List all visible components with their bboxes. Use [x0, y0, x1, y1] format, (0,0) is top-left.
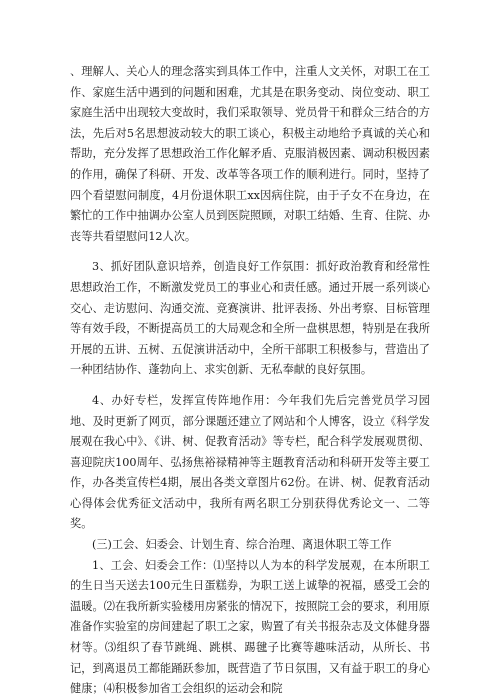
paragraph-care-work: 、理解人、关心人的理念落实到具体工作中，注重人文关怀，对职工在工作、家庭生活中遇到的问题和困难，尤其是在职务变动、岗位变动、职工家庭生活中出现较大变故时，我们采取领导、党员骨干和群众三结合的方法，先后对5名思想波动较大的职工谈心，积极主动地给予真诚的关心和帮助，充分发挥了思想政治工作化解矛盾、克服消极因素、调动积极因素的作用，确保了科研、开发、改革等各项工作的顺利进行。同时，坚持了四个看望慰问制度，4月份退休职工xx因病住院，由于子女不在身边，在繁忙的工作中抽调办公室人员到医院照顾，对职工结婚、生育、住院、办丧等共看望慰问12人次。 — [70, 65, 430, 243]
paragraph-gap — [70, 381, 430, 391]
document-page — [70, 62, 430, 700]
paragraph-column-work: 4、办好专栏，发挥宣传阵地作用：今年我们先后完善党员学习园地、及时更新了网页，部分课题还建立了网站和个人博客，设立《科学发展观在我心中》、《讲、树、促教育活动》等专栏，配合科学发展观贯彻、喜迎院庆100周年、弘扬焦裕禄精神等主题教育活动和科研开发等主要工作，办各类宣传栏4期，展出各类文章图片62份。在讲、树、促教育活动心得体会优秀征文活动中，我所有两名职工分别获得优秀论文一、二等奖。 — [70, 393, 430, 531]
paragraph-team-awareness: 3、抓好团队意识培养，创造良好工作氛围：抓好政治教育和经常性思想政治工作，不断激发党员工的事业心和责任感。通过开展一系列谈心交心、走访慰问、沟通交流、竞赛演讲、批评表扬、外出考察、目标管理等有效手段，不断提高员工的大局观念和全所一盘棋思想，特别是在我所开展的五讲、五树、五促演讲活动中，全所干部职工积极参与，营造出了一种团结协作、蓬勃向上、求实创新、无私奉献的良好氛围。 — [70, 260, 430, 377]
paragraph-gap — [70, 247, 430, 257]
paragraph-union-work: 1、工会、妇委会工作：⑴坚持以人为本的科学发展观，在本所职工的生日当天送去100元生日蛋糕券，为职工送上诚挚的祝福，感受工会的温暖。⑵在我所新实验楼用房紧张的情况下，按照院工会的要求，利用原准备作实验室的房间建起了职工之家，购置了有关书报杂志及文体健身器材等。⑶组织了春节跳绳、跳棋、踢毽子比赛等趣味活动，从所长、书记，到离退员工都能踊跃参加，既营造了节日氛围，又有益于职工的身心健康；⑷积极参加省工会组织的运动会和院 — [70, 558, 430, 696]
section-heading: (三)工会、妇委会、计划生育、综合治理、离退休职工等工作 — [92, 538, 392, 552]
